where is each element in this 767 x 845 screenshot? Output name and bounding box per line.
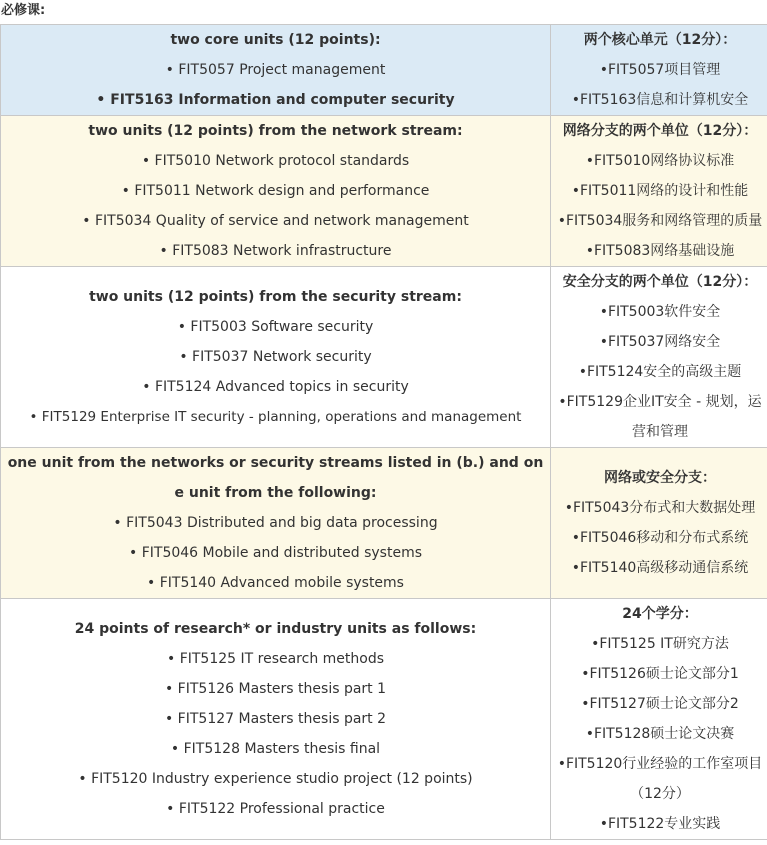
unit-item: •FIT5037网络安全	[599, 334, 721, 350]
zh-cell	[551, 448, 767, 599]
section-title: 两个核心单元（12分）：	[583, 32, 737, 48]
unit-item: •FIT5140高级移动通信系统	[571, 560, 749, 576]
unit-item: •FIT5127硕士论文部分2	[581, 696, 739, 712]
unit-item: •FIT5057项目管理	[599, 62, 721, 78]
unit-item: • FIT5083 Network infrastructure	[159, 243, 392, 259]
section-title: two units (12 points) from the security stream:	[89, 289, 462, 305]
en-cell	[1, 116, 551, 267]
section-row-core	[1, 25, 767, 116]
unit-item: •FIT5125 IT研究方法	[591, 636, 729, 652]
unit-item: •FIT5163信息和计算机安全	[571, 92, 749, 108]
unit-item: • FIT5128 Masters thesis final	[170, 741, 381, 757]
unit-item: • FIT5003 Software security	[177, 319, 374, 335]
section-title: 24 points of research* or industry units as follows:	[74, 621, 477, 637]
zh-cell	[551, 25, 767, 116]
zh-cell	[551, 599, 767, 840]
unit-item: • FIT5163 Information and computer security	[96, 92, 455, 108]
section-title: two units (12 points) from the network stream:	[88, 123, 463, 139]
section-title: 24个学分：	[622, 606, 698, 622]
section-title: 网络分支的两个单位（12分）：	[562, 123, 758, 139]
section-row-research	[1, 599, 767, 840]
unit-item: • FIT5010 Network protocol standards	[141, 153, 410, 169]
unit-item: •FIT5011网络的设计和性能	[571, 183, 749, 199]
unit-item: • FIT5011 Network design and performance	[121, 183, 430, 199]
unit-item: •FIT5010网络协议标准	[585, 153, 735, 169]
unit-item: •FIT5129企业IT安全 - 规划，运营和管理	[558, 394, 762, 440]
required-courses-heading: 必修课:	[1, 3, 46, 18]
unit-item: • FIT5127 Masters thesis part 2	[164, 711, 387, 727]
unit-item: •FIT5083网络基础设施	[585, 243, 735, 259]
en-cell	[1, 25, 551, 116]
unit-item: •FIT5046移动和分布式系统	[571, 530, 749, 546]
section-row-elective	[1, 448, 767, 599]
section-row-network	[1, 116, 767, 267]
unit-item: •FIT5120行业经验的工作室项目（12分）	[557, 756, 763, 802]
unit-item: •FIT5043分布式和大数据处理	[564, 500, 756, 516]
unit-item: • FIT5043 Distributed and big data processing	[113, 515, 438, 531]
en-cell	[1, 599, 551, 840]
unit-item: • FIT5046 Mobile and distributed systems	[129, 545, 422, 561]
zh-cell	[551, 267, 767, 448]
unit-item: • FIT5140 Advanced mobile systems	[147, 575, 404, 591]
section-title: two core units (12 points):	[170, 32, 381, 48]
section-row-security	[1, 267, 767, 448]
section-title: 网络或安全分支：	[604, 470, 716, 486]
section-title: one unit from the networks or security streams listed in (b.) and one unit from the following:	[7, 455, 544, 501]
unit-item: •FIT5124安全的高级主题	[578, 364, 742, 380]
unit-item: • FIT5129 Enterprise IT security - planning, operations and management	[29, 409, 522, 425]
course-table	[0, 24, 767, 840]
zh-cell	[551, 116, 767, 267]
unit-item: •FIT5122专业实践	[599, 816, 721, 832]
unit-item: •FIT5034服务和网络管理的质量	[557, 213, 763, 229]
unit-item: • FIT5126 Masters thesis part 1	[164, 681, 387, 697]
unit-item: •FIT5003软件安全	[599, 304, 721, 320]
unit-item: • FIT5122 Professional practice	[166, 801, 385, 817]
en-cell	[1, 448, 551, 599]
section-title: 安全分支的两个单位（12分）：	[562, 274, 758, 290]
unit-item: • FIT5124 Advanced topics in security	[142, 379, 409, 395]
unit-item: • FIT5125 IT research methods	[166, 651, 385, 667]
en-cell	[1, 267, 551, 448]
unit-item: • FIT5120 Industry experience studio project (12 points)	[78, 771, 473, 787]
unit-item: •FIT5126硕士论文部分1	[581, 666, 739, 682]
unit-item: • FIT5057 Project management	[165, 62, 386, 78]
unit-item: • FIT5037 Network security	[179, 349, 372, 365]
unit-item: • FIT5034 Quality of service and network management	[82, 213, 469, 229]
unit-item: •FIT5128硕士论文决赛	[585, 726, 735, 742]
